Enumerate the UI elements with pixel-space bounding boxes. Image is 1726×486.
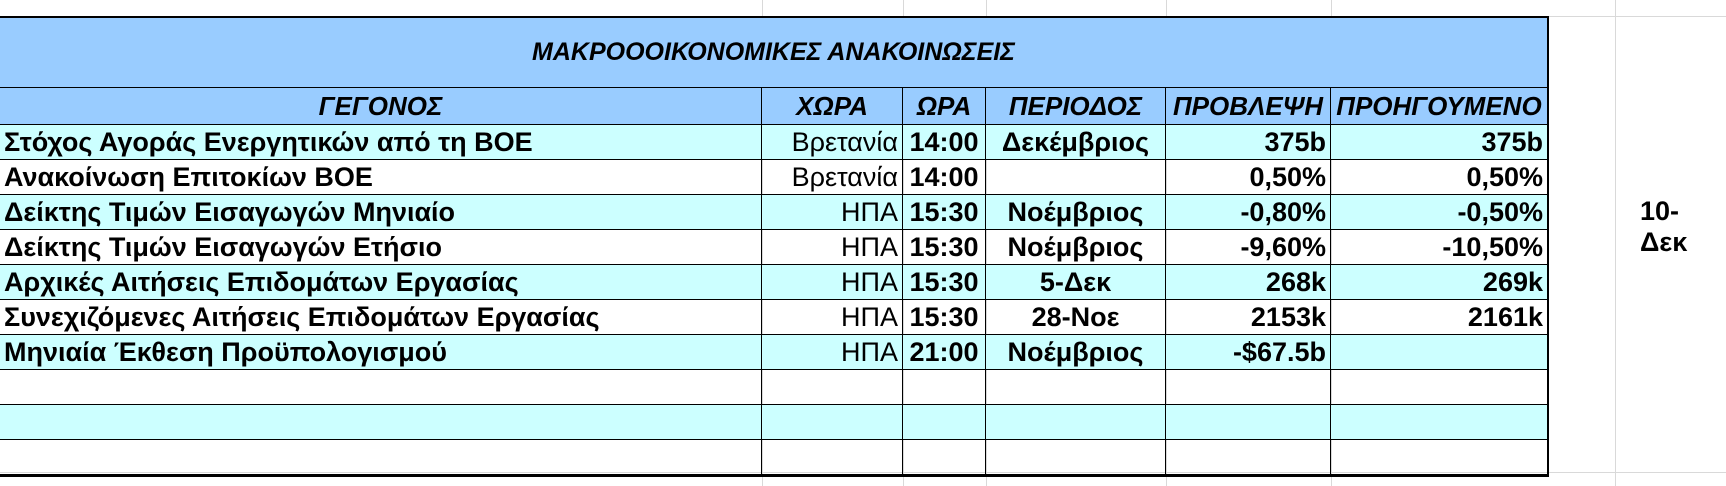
previous-cell[interactable] [1331,440,1547,475]
previous-cell[interactable]: -0,50% [1331,195,1547,230]
time-cell[interactable] [903,405,986,440]
time-cell[interactable]: 15:30 [903,265,986,300]
time-cell[interactable]: 14:00 [903,160,986,195]
forecast-cell[interactable]: 268k [1166,265,1331,300]
time-cell[interactable]: 21:00 [903,335,986,370]
table-row [0,125,1547,160]
table-row [0,230,1547,265]
event-cell[interactable]: Δείκτης Τιμών Εισαγωγών Ετήσιο [0,230,762,265]
table-row [0,405,1547,440]
event-cell[interactable]: Αρχικές Αιτήσεις Επιδομάτων Εργασίας [0,265,762,300]
side-date-cell[interactable]: 10-Δεκ [1640,196,1688,257]
forecast-cell[interactable]: 0,50% [1166,160,1331,195]
gridline [1615,0,1616,486]
period-cell[interactable]: Νοέμβριος [986,230,1166,265]
period-cell[interactable]: 5-Δεκ [986,265,1166,300]
country-cell[interactable] [762,440,903,475]
header-forecast[interactable]: ΠΡΟΒΛΕΨΗ [1166,88,1331,125]
country-cell[interactable]: ΗΠΑ [762,230,903,265]
time-cell[interactable]: 15:30 [903,300,986,335]
previous-cell[interactable]: 269k [1331,265,1547,300]
country-cell[interactable]: Βρετανία [762,125,903,160]
table-row [0,265,1547,300]
forecast-cell[interactable]: 375b [1166,125,1331,160]
time-cell[interactable]: 14:00 [903,125,986,160]
previous-cell[interactable] [1331,405,1547,440]
country-cell[interactable]: ΗΠΑ [762,195,903,230]
forecast-cell[interactable]: -9,60% [1166,230,1331,265]
previous-cell[interactable] [1331,370,1547,405]
period-cell[interactable]: Νοέμβριος [986,335,1166,370]
title-row [0,18,1547,88]
forecast-cell[interactable]: 2153k [1166,300,1331,335]
header-event[interactable]: ΓΕΓΟΝΟΣ [0,88,762,125]
country-cell[interactable]: ΗΠΑ [762,265,903,300]
table-row [0,300,1547,335]
previous-cell[interactable]: 2161k [1331,300,1547,335]
header-row [0,88,1547,125]
previous-cell[interactable] [1331,335,1547,370]
event-cell[interactable]: Δείκτης Τιμών Εισαγωγών Μηνιαίο [0,195,762,230]
time-cell[interactable] [903,370,986,405]
header-period[interactable]: ΠΕΡΙΟΔΟΣ [986,88,1166,125]
table-row [0,370,1547,405]
period-cell[interactable]: 28-Νοε [986,300,1166,335]
period-cell[interactable] [986,370,1166,405]
event-cell[interactable]: Συνεχιζόμενες Αιτήσεις Επιδομάτων Εργασίας [0,300,762,335]
period-cell[interactable] [986,440,1166,475]
previous-cell[interactable]: 0,50% [1331,160,1547,195]
period-cell[interactable] [986,160,1166,195]
forecast-cell[interactable] [1166,405,1331,440]
previous-cell[interactable]: -10,50% [1331,230,1547,265]
table-row [0,440,1547,475]
country-cell[interactable] [762,370,903,405]
time-cell[interactable] [903,440,986,475]
time-cell[interactable]: 15:30 [903,230,986,265]
header-time[interactable]: ΩΡΑ [903,88,986,125]
period-cell[interactable] [986,405,1166,440]
country-cell[interactable]: Βρετανία [762,160,903,195]
macro-announcements-table [0,16,1549,477]
event-cell[interactable]: Στόχος Αγοράς Ενεργητικών από τη BOE [0,125,762,160]
header-country[interactable]: ΧΩΡΑ [762,88,903,125]
forecast-cell[interactable]: -0,80% [1166,195,1331,230]
header-previous[interactable]: ΠΡΟΗΓΟΥΜΕΝΟ [1331,88,1547,125]
event-cell[interactable]: Ανακοίνωση Επιτοκίων BOE [0,160,762,195]
event-cell[interactable] [0,370,762,405]
forecast-cell[interactable] [1166,440,1331,475]
period-cell[interactable]: Δεκέμβριος [986,125,1166,160]
country-cell[interactable]: ΗΠΑ [762,300,903,335]
event-cell[interactable] [0,440,762,475]
previous-cell[interactable]: 375b [1331,125,1547,160]
event-cell[interactable] [0,405,762,440]
table-row [0,195,1547,230]
table-row [0,160,1547,195]
country-cell[interactable] [762,405,903,440]
period-cell[interactable]: Νοέμβριος [986,195,1166,230]
forecast-cell[interactable] [1166,370,1331,405]
event-cell[interactable]: Μηνιαία Έκθεση Προϋπολογισμού [0,335,762,370]
table-row [0,335,1547,370]
time-cell[interactable]: 15:30 [903,195,986,230]
country-cell[interactable]: ΗΠΑ [762,335,903,370]
table-title[interactable]: ΜΑΚΡΟΟΟΙΚΟΝΟΜΙΚΕΣ ΑΝΑΚΟΙΝΩΣΕΙΣ [0,18,1547,88]
forecast-cell[interactable]: -$67.5b [1166,335,1331,370]
